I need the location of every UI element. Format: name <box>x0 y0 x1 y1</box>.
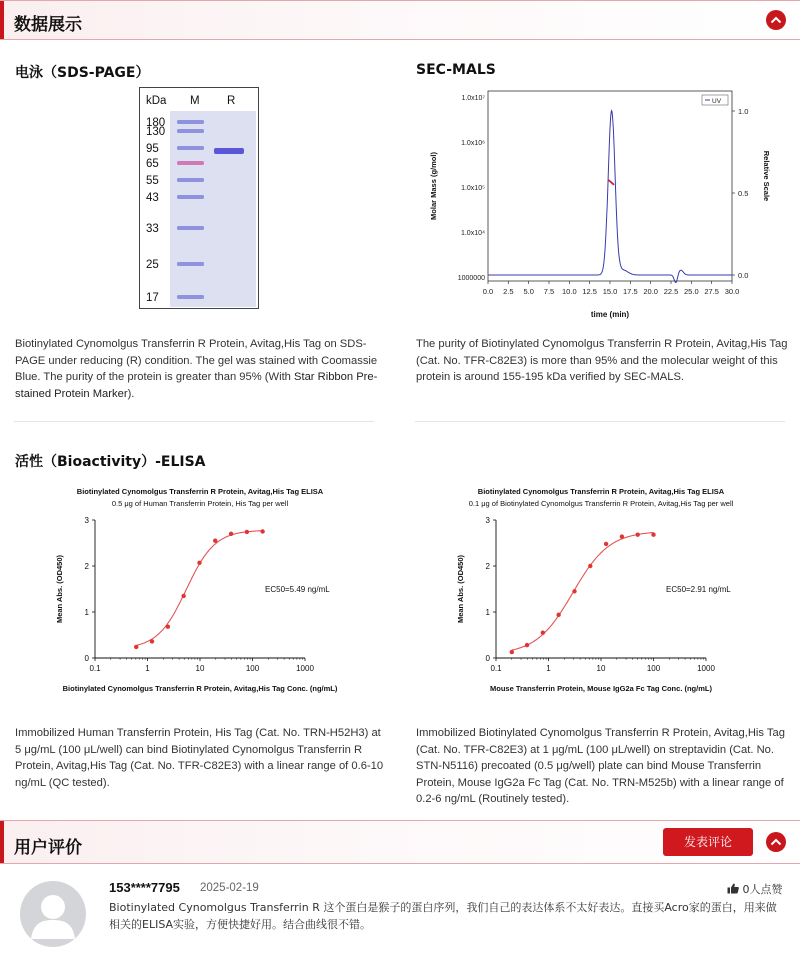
x-tick-label: 1000 <box>697 664 715 673</box>
sds-title: 电泳（SDS-PAGE） <box>15 65 150 81</box>
legend-label: UV <box>712 98 722 105</box>
user-icon <box>20 881 86 947</box>
x-tick-label: 10 <box>195 664 205 673</box>
data-point <box>166 625 170 629</box>
divider <box>415 421 785 422</box>
x-tick-label: 10.0 <box>562 287 577 296</box>
x-tick-label: 100 <box>646 664 661 673</box>
x-tick-label: 1 <box>145 664 150 673</box>
marker-band <box>177 226 204 230</box>
collapse-button[interactable] <box>766 832 786 852</box>
y-tick-label: 3 <box>84 516 89 525</box>
review-text: Biotinylated Cynomolgus Transferrin R 这个蛋白是猴子的蛋白序列，我们自己的表达体系不太好表达。直接买Acro家的蛋白，用来做相关的ELISA实验，方便快捷好用。结合曲线很不错。 <box>109 901 777 931</box>
review-username: 153****7795 <box>109 880 180 895</box>
ec50-annotation: EC50=5.49 ng/mL <box>265 585 330 594</box>
y-tick-label: 0 <box>84 654 89 663</box>
y-tick-label: 2 <box>84 562 89 571</box>
section-header-data <box>0 0 800 40</box>
marker-kda-label: 95 <box>146 143 159 155</box>
kda-label: kDa <box>146 95 167 107</box>
y2-axis-label: Relative Scale <box>762 150 771 202</box>
data-point <box>651 533 655 537</box>
y2-tick-label: 1.0 <box>738 107 749 116</box>
collapse-button[interactable] <box>766 10 786 30</box>
marker-band <box>177 161 204 165</box>
marker-kda-label: 17 <box>146 292 159 304</box>
x-tick-label: 15.0 <box>602 287 618 296</box>
fit-curve <box>512 533 654 651</box>
y-tick-label: 3 <box>485 516 490 525</box>
reviews-title: 用户评价 <box>14 838 82 858</box>
marker-band <box>177 129 204 133</box>
marker-kda-label: 43 <box>146 192 159 204</box>
chart-subtitle: 0.5 μg of Human Transferrin Protein, His Tag per well <box>111 499 289 508</box>
x-axis-label: time (min) <box>590 310 630 319</box>
x-tick-label: 10 <box>596 664 606 673</box>
x-axis-label: Mouse Transferrin Protein, Mouse IgG2a Fc Tag Conc. (ng/mL) <box>490 684 712 693</box>
y-axis-label: Molar Mass (g/mol) <box>429 152 438 220</box>
marker-kda-label: 65 <box>146 158 159 170</box>
x-tick-label: 1 <box>546 664 551 673</box>
ec50-annotation: EC50=2.91 ng/mL <box>666 585 731 594</box>
x-tick-label: 7.5 <box>543 287 555 296</box>
data-point <box>245 530 249 534</box>
thumbs-up-icon <box>727 883 739 894</box>
y2-tick-label: 0.5 <box>738 189 749 198</box>
data-point <box>588 564 592 568</box>
data-point <box>525 643 529 647</box>
y-tick-label: 1.0x10⁶ <box>461 140 485 147</box>
section-title: 数据展示 <box>14 15 82 35</box>
y-tick-label: 2 <box>485 562 490 571</box>
x-tick-label: 27.5 <box>704 287 719 296</box>
like-count: 0人点赞 <box>742 883 783 896</box>
review-date: 2025-02-19 <box>200 882 259 894</box>
x-tick-label: 100 <box>245 664 260 673</box>
elisa-chart-2 <box>416 482 786 694</box>
y-tick-label: 1.0x10⁴ <box>460 230 485 237</box>
fit-curve <box>136 531 262 646</box>
y-axis-label: Mean Abs. (OD450) <box>55 554 64 624</box>
y-tick-label: 1000000 <box>457 275 485 282</box>
elisa-title: 活性（Bioactivity）-ELISA <box>15 454 206 470</box>
data-point <box>541 631 545 635</box>
marker-band <box>177 146 204 150</box>
avatar <box>20 881 86 947</box>
x-tick-label: 0.1 <box>89 664 101 673</box>
marker-kda-label: 25 <box>146 259 159 271</box>
mals-description: The purity of Biotinylated Cynomolgus Transferrin R Protein, Avitag,His Tag (Cat. No. TFR-C82E3) is more than 95% and the molecular weight of this protein is around 155-195 kDa verified by SEC-MALS. <box>416 338 788 383</box>
y-tick-label: 1.0x10⁷ <box>461 95 485 102</box>
chart-title: Biotinylated Cynomolgus Transferrin R Protein, Avitag,His Tag ELISA <box>76 487 324 496</box>
lane-m-label: M <box>190 95 200 107</box>
elisa2-description: Immobilized Biotinylated Cynomolgus Transferrin R Protein, Avitag,His Tag (Cat. No. TFR-C82E3) at 1 μg/mL (100 μL/well) on streptavidin (Cat. No. STN-N5116) precoated (0.5 μg/well) plate can bind Mouse Transferrin Protein, Mouse IgG2a Fc Tag (Cat. No. TRN-M525b) with a linear range of 0.2-6 ng/mL (Routinely tested). <box>416 727 785 805</box>
y-axis-label: Mean Abs. (OD450) <box>456 554 465 624</box>
divider <box>14 421 374 422</box>
mals-title: SEC-MALS <box>416 62 496 78</box>
x-axis-label: Biotinylated Cynomolgus Transferrin R Protein, Avitag,His Tag Conc. (ng/mL) <box>62 684 338 693</box>
data-point <box>604 542 608 546</box>
uv-trace <box>488 111 732 283</box>
elisa1-description: Immobilized Human Transferrin Protein, His Tag (Cat. No. TRN-H52H3) at 5 μg/mL (100 μL/well) can bind Biotinylated Cynomolgus Transferrin R Protein, Avitag,His Tag (Cat. No. TFR-C82E3) with a linear range of 0.6-10 ng/mL (QC tested). <box>15 727 384 789</box>
x-tick-label: 1000 <box>296 664 314 673</box>
data-point <box>260 529 264 533</box>
data-point <box>213 539 217 543</box>
x-tick-label: 17.5 <box>623 287 638 296</box>
y-tick-label: 1 <box>485 608 490 617</box>
data-point <box>150 639 154 643</box>
data-point <box>510 650 514 654</box>
sds-gel-image <box>139 87 259 309</box>
marker-kda-label: 55 <box>146 175 159 187</box>
x-tick-label: 22.5 <box>663 287 679 296</box>
x-tick-label: 2.5 <box>503 287 514 296</box>
publish-review-button[interactable]: 发表评论 <box>663 828 753 856</box>
x-tick-label: 0.1 <box>490 664 502 673</box>
data-point <box>181 594 185 598</box>
molar-mass-trace <box>608 180 614 185</box>
data-point <box>572 589 576 593</box>
marker-band <box>177 120 204 124</box>
sample-band <box>214 148 244 154</box>
data-point <box>229 532 233 536</box>
x-tick-label: 5.0 <box>523 287 534 296</box>
data-point <box>134 645 138 649</box>
marker-link[interactable]: Star Ribbon Pre-stained Protein Marker <box>15 371 378 400</box>
marker-band <box>177 195 204 199</box>
y-tick-label: 1.0x10⁵ <box>461 185 485 192</box>
marker-kda-label: 130 <box>146 126 166 138</box>
data-point <box>620 534 624 538</box>
y-tick-label: 0 <box>485 654 490 663</box>
sec-mals-chart <box>422 85 782 325</box>
data-point <box>635 533 639 537</box>
data-point <box>556 613 560 617</box>
data-point <box>197 561 201 565</box>
marker-kda-label: 180 <box>146 117 166 129</box>
sds-description: Biotinylated Cynomolgus Transferrin R Protein, Avitag,His Tag on SDS-PAGE under reducing (R) condition. The gel was stained with Coomassie Blue. The purity of the protein is greater than 95% (With Star Ribbon Pre-stained Protein Marker). <box>15 338 378 400</box>
marker-band <box>177 295 204 299</box>
chart-subtitle: 0.1 μg of Biotinylated Cynomolgus Transferrin R Protein, Avitag,His Tag per well <box>468 499 734 508</box>
chart-title: Biotinylated Cynomolgus Transferrin R Protein, Avitag,His Tag ELISA <box>477 487 725 496</box>
x-tick-label: 0.0 <box>482 287 494 296</box>
y2-tick-label: 0.0 <box>738 271 749 280</box>
y-tick-label: 1 <box>84 608 89 617</box>
marker-band <box>177 262 204 266</box>
chevron-up-icon <box>770 15 782 25</box>
x-tick-label: 30.0 <box>724 287 740 296</box>
lane-r-label: R <box>227 95 236 107</box>
x-tick-label: 12.5 <box>582 287 597 296</box>
plot-frame <box>488 91 732 281</box>
chevron-up-icon <box>770 837 782 847</box>
marker-band <box>177 178 204 182</box>
marker-kda-label: 33 <box>146 223 159 235</box>
x-tick-label: 20.0 <box>643 287 658 296</box>
elisa-chart-1 <box>15 482 385 694</box>
x-tick-label: 25.0 <box>684 287 699 296</box>
like-button[interactable] <box>727 881 783 897</box>
